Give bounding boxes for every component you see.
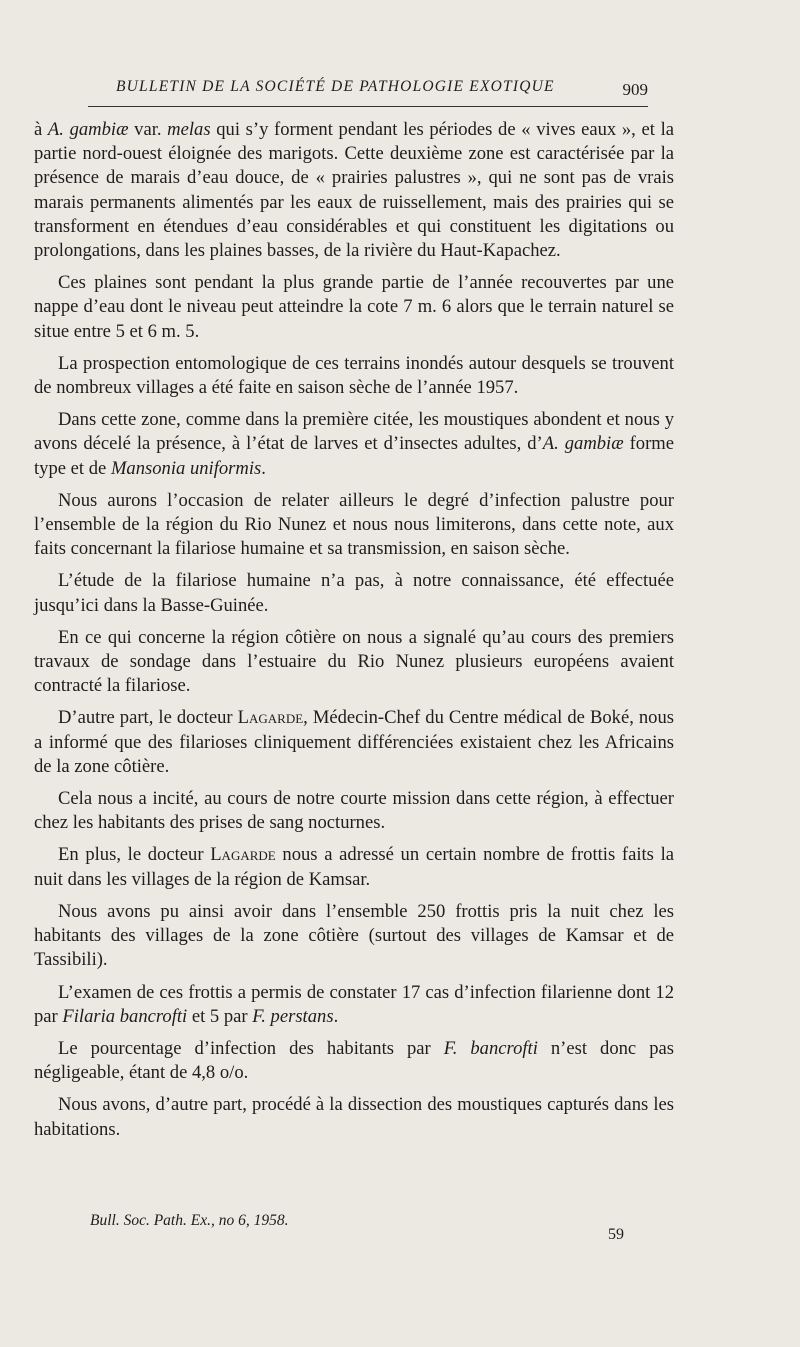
text-run: .	[333, 1005, 339, 1027]
page-footer	[62, 1212, 652, 1252]
text-run: et 5 par	[187, 1005, 253, 1027]
paragraph-11: Nous avons pu ainsi avoir dans l’ensemble 250 frottis pris la nuit chez les habitants des villages de la zone côtière (surtout des villages de Kamsar et de Tassibili).	[34, 900, 674, 971]
paragraph-12	[34, 981, 674, 1029]
paragraph-3: La prospection entomologique de ces terrains inondés autour desquels se trouvent de nombreux villages a été faite en saison sèche de l’année 1957.	[34, 352, 674, 399]
journal-reference: Bull. Soc. Path. Ex., no 6, 1958.	[90, 1212, 289, 1229]
paragraph-5: Nous aurons l’occasion de relater ailleurs le degré d’infection palustre pour l’ensemble de la région du Rio Nunez et nous nous limiterons, dans cette note, aux faits concernant la filariose humaine et sa transmission, en saison sèche.	[34, 489, 674, 560]
paragraph-1	[34, 118, 674, 263]
running-title: BULLETIN DE LA SOCIÉTÉ DE PATHOLOGIE EXOTIQUE	[116, 78, 555, 95]
text-run: Le pourcentage d’infection des habitants par	[58, 1037, 444, 1059]
paragraph-8	[34, 706, 674, 779]
text-run: var.	[128, 119, 168, 140]
paragraph-9: Cela nous a incité, au cours de notre courte mission dans cette région, à effectuer chez les habitants des prises de sang nocturnes.	[34, 788, 674, 834]
text-run: .	[261, 457, 266, 479]
species-name: A. gambiæ	[542, 433, 624, 455]
text-run: à	[34, 119, 48, 140]
paragraph-14: Nous avons, d’autre part, procédé à la dissection des moustiques capturés dans les habitations.	[34, 1094, 674, 1140]
text-run: forme type et de	[34, 433, 675, 479]
paragraph-10	[34, 843, 674, 891]
header-rule	[88, 106, 648, 107]
text-run: , Médecin-Chef du Centre médical de Boké, nous a informé que des filarioses cliniquement différenciées existaient chez les Africains de la zone côtière.	[34, 707, 674, 777]
species-name: Filaria bancrofti	[62, 1005, 188, 1027]
species-name: F. bancrofti	[443, 1037, 538, 1059]
paragraph-7: En ce qui concerne la région côtière on nous a signalé qu’au cours des premiers travaux de sondage dans l’estuaire du Rio Nunez plusieurs européens avaient contracté la filariose.	[34, 626, 674, 697]
species-variety: melas	[167, 119, 211, 140]
text-run: L’examen de ces frottis a permis de constater 17 cas d’infection filarienne dont 12 par	[34, 981, 674, 1027]
species-name: A. gambiæ	[47, 119, 129, 140]
sheet-number: 59	[608, 1226, 624, 1243]
text-run: D’autre part, le docteur	[58, 707, 238, 729]
paragraph-6: L’étude de la filariose humaine n’a pas, à notre connaissance, été effectuée jusqu’ici dans la Basse-Guinée.	[34, 570, 674, 616]
text-run: qui s’y forment pendant les périodes de « vives eaux », et la partie nord-ouest éloignée des marigots. Cette deuxième zone est caractérisée par la présence de marais d’eau douce, de « prairies palustres », qui ne sont pas de vrais marais permanents alimentés par les eaux de ruissellement, mais des prairies qui se transforment en étendues d’eau considérables et qui constituent les digitations ou prolongations, dans les plaines basses, de la rivière du Haut-Kapachez.	[34, 119, 674, 262]
page-number: 909	[622, 80, 648, 99]
text-run: n’est donc pas négligeable, étant de 4,8 o/o.	[34, 1037, 674, 1084]
body-text	[34, 118, 674, 1150]
text-run: Dans cette zone, comme dans la première citée, les moustiques abondent et nous y avons décelé la présence, à l’état de larves et d’insectes adultes, d’	[34, 409, 674, 455]
paragraph-2: Ces plaines sont pendant la plus grande partie de l’année recouvertes par une nappe d’eau dont le niveau peut atteindre la cote 7 m. 6 alors que le terrain naturel se situe entre 5 et 6 m. 5.	[34, 272, 674, 342]
paragraph-4	[34, 408, 674, 481]
running-header	[88, 78, 648, 104]
species-name: Mansonia uniformis	[110, 457, 262, 479]
author-name: Lagarde	[237, 707, 304, 729]
text-run: En plus, le docteur	[58, 844, 211, 866]
species-name: F. perstans	[252, 1005, 334, 1027]
paragraph-13	[34, 1037, 674, 1085]
text-run: nous a adressé un certain nombre de frottis faits la nuit dans les villages de la région de Kamsar.	[34, 844, 674, 890]
author-name: Lagarde	[210, 844, 276, 866]
